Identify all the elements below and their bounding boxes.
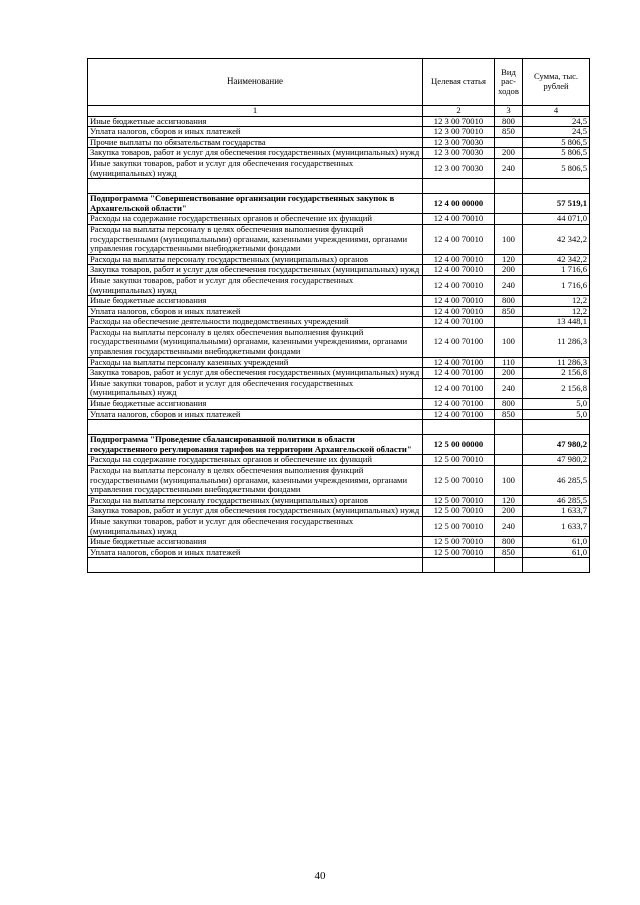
table-row: [88, 296, 590, 307]
row-name: Уплата налогов, сборов и иных платежей: [88, 127, 423, 138]
row-target-article: 12 4 00 70010: [423, 275, 495, 295]
header-target-article: Целевая статья: [423, 59, 495, 106]
subprogram-row: [88, 435, 590, 455]
row-target-article: 12 5 00 70010: [423, 495, 495, 506]
row-target-article: 12 4 00 70010: [423, 224, 495, 254]
document-page: [87, 58, 589, 573]
table-row: [88, 455, 590, 466]
row-sum: 24,5: [523, 116, 590, 127]
row-expense-type: 800: [495, 537, 523, 548]
column-number: 4: [523, 106, 590, 117]
table-row: [88, 327, 590, 357]
row-target-article: 12 5 00 70010: [423, 466, 495, 496]
row-name: Иные закупки товаров, работ и услуг для обеспечения государственных (муниципальных) нужд: [88, 378, 423, 398]
row-sum: 12,2: [523, 306, 590, 317]
row-expense-type: 110: [495, 357, 523, 368]
subprogram-row: [88, 194, 590, 214]
empty-cell: [423, 558, 495, 573]
row-target-article: 12 3 00 70010: [423, 127, 495, 138]
row-name: Расходы на выплаты персоналу в целях обеспечения выполнения функций государственными (муниципальными) органами, казенными учреждениями, органами управления государственными внебюджетными фондами: [88, 224, 423, 254]
row-sum: 11 286,3: [523, 357, 590, 368]
empty-cell: [523, 179, 590, 194]
row-expense-type: 240: [495, 158, 523, 178]
empty-cell: [523, 420, 590, 435]
table-row: [88, 495, 590, 506]
row-sum: 44 071,0: [523, 214, 590, 225]
table-header-row: [88, 59, 590, 106]
row-name: Уплата налогов, сборов и иных платежей: [88, 306, 423, 317]
page-number: 40: [314, 870, 326, 882]
row-sum: 2 156,8: [523, 378, 590, 398]
row-target-article: 12 4 00 70100: [423, 357, 495, 368]
row-name: Иные бюджетные ассигнования: [88, 296, 423, 307]
table-row: [88, 265, 590, 276]
row-target-article: 12 4 00 70010: [423, 296, 495, 307]
row-target-article: 12 5 00 70010: [423, 547, 495, 558]
row-target-article: 12 5 00 70010: [423, 516, 495, 536]
table-row: [88, 214, 590, 225]
empty-cell: [88, 179, 423, 194]
table-row: [88, 506, 590, 517]
table-row: [88, 466, 590, 496]
row-sum: 42 342,2: [523, 254, 590, 265]
row-name: Расходы на выплаты персоналу в целях обеспечения выполнения функций государственными (муниципальными) органами, казенными учреждениями, органами управления государственными внебюджетными фондами: [88, 466, 423, 496]
row-name: Иные бюджетные ассигнования: [88, 537, 423, 548]
row-expense-type: 240: [495, 275, 523, 295]
table-row: [88, 399, 590, 410]
empty-cell: [495, 420, 523, 435]
row-name: Расходы на содержание государственных органов и обеспечение их функций: [88, 214, 423, 225]
table-row: [88, 537, 590, 548]
row-name: Иные бюджетные ассигнования: [88, 116, 423, 127]
row-expense-type: [495, 137, 523, 148]
table-row: [88, 409, 590, 420]
row-target-article: 12 5 00 70010: [423, 455, 495, 466]
row-expense-type: 850: [495, 306, 523, 317]
header-sum: Сумма, тыс. рублей: [523, 59, 590, 106]
row-sum: 61,0: [523, 537, 590, 548]
row-expense-type: 200: [495, 265, 523, 276]
row-target-article: 12 4 00 70010: [423, 214, 495, 225]
row-expense-type: [495, 317, 523, 328]
table-row: [88, 224, 590, 254]
row-sum: 1 716,6: [523, 275, 590, 295]
row-name: Уплата налогов, сборов и иных платежей: [88, 547, 423, 558]
row-name: Закупка товаров, работ и услуг для обеспечения государственных (муниципальных) нужд: [88, 265, 423, 276]
row-expense-type: [495, 194, 523, 214]
row-sum: 42 342,2: [523, 224, 590, 254]
row-name: Расходы на выплаты персоналу в целях обеспечения выполнения функций государственными (муниципальными) органами, казенными учреждениями, органами управления государственными внебюджетными фондами: [88, 327, 423, 357]
spacer-row: [88, 179, 590, 194]
row-sum: 2 156,8: [523, 368, 590, 379]
table-row: [88, 127, 590, 138]
table-row: [88, 368, 590, 379]
table-row: [88, 378, 590, 398]
row-expense-type: 850: [495, 547, 523, 558]
row-name: Иные закупки товаров, работ и услуг для обеспечения государственных (муниципальных) нужд: [88, 275, 423, 295]
row-name: Расходы на выплаты персоналу государственных (муниципальных) органов: [88, 254, 423, 265]
row-name: Закупка товаров, работ и услуг для обеспечения государственных (муниципальных) нужд: [88, 368, 423, 379]
row-target-article: 12 3 00 70030: [423, 137, 495, 148]
row-name: Иные закупки товаров, работ и услуг для обеспечения государственных (муниципальных) нужд: [88, 516, 423, 536]
header-expense-type: Вид рас-ходов: [495, 59, 523, 106]
column-number: 2: [423, 106, 495, 117]
row-expense-type: 120: [495, 254, 523, 265]
table-row: [88, 116, 590, 127]
row-target-article: 12 3 00 70030: [423, 148, 495, 159]
row-expense-type: 800: [495, 116, 523, 127]
row-expense-type: 240: [495, 516, 523, 536]
table-row: [88, 137, 590, 148]
row-expense-type: 800: [495, 399, 523, 410]
header-name: Наименование: [88, 59, 423, 106]
row-sum: 5 806,5: [523, 148, 590, 159]
table-row: [88, 148, 590, 159]
table-body: [88, 116, 590, 573]
row-name: Закупка товаров, работ и услуг для обеспечения государственных (муниципальных) нужд: [88, 148, 423, 159]
row-sum: 61,0: [523, 547, 590, 558]
row-name: Подпрограмма "Совершенствование организации государственных закупок в Архангельской области": [88, 194, 423, 214]
row-sum: 1 633,7: [523, 506, 590, 517]
row-sum: 24,5: [523, 127, 590, 138]
row-expense-type: 100: [495, 466, 523, 496]
table-row: [88, 254, 590, 265]
row-name: Подпрограмма "Проведение сбалансированной политики в области государственного регулирования тарифов на территории Архангельской области": [88, 435, 423, 455]
empty-cell: [495, 558, 523, 573]
row-sum: 57 519,1: [523, 194, 590, 214]
empty-cell: [495, 179, 523, 194]
row-sum: 1 716,6: [523, 265, 590, 276]
row-expense-type: 100: [495, 327, 523, 357]
row-expense-type: 200: [495, 148, 523, 159]
budget-table: [87, 58, 590, 573]
table-row: [88, 275, 590, 295]
row-expense-type: 120: [495, 495, 523, 506]
row-expense-type: 100: [495, 224, 523, 254]
row-sum: 47 980,2: [523, 455, 590, 466]
row-sum: 5,0: [523, 399, 590, 410]
row-target-article: 12 4 00 70010: [423, 254, 495, 265]
row-expense-type: 800: [495, 296, 523, 307]
row-sum: 5 806,5: [523, 137, 590, 148]
row-target-article: 12 4 00 70100: [423, 399, 495, 410]
row-target-article: 12 4 00 70100: [423, 317, 495, 328]
table-row: [88, 158, 590, 178]
table-row: [88, 516, 590, 536]
row-target-article: 12 4 00 70100: [423, 409, 495, 420]
row-expense-type: [495, 214, 523, 225]
row-name: Расходы на содержание государственных органов и обеспечение их функций: [88, 455, 423, 466]
row-sum: 46 285,5: [523, 495, 590, 506]
row-expense-type: 200: [495, 506, 523, 517]
row-name: Прочие выплаты по обязательствам государства: [88, 137, 423, 148]
row-expense-type: [495, 455, 523, 466]
table-row: [88, 357, 590, 368]
row-name: Расходы на обеспечение деятельности подведомственных учреждений: [88, 317, 423, 328]
row-target-article: 12 4 00 70100: [423, 327, 495, 357]
row-name: Уплата налогов, сборов и иных платежей: [88, 409, 423, 420]
row-sum: 5,0: [523, 409, 590, 420]
row-expense-type: 850: [495, 127, 523, 138]
row-target-article: 12 4 00 70100: [423, 378, 495, 398]
table-row: [88, 306, 590, 317]
row-expense-type: [495, 435, 523, 455]
column-number: 1: [88, 106, 423, 117]
empty-cell: [88, 420, 423, 435]
row-expense-type: 240: [495, 378, 523, 398]
row-expense-type: 850: [495, 409, 523, 420]
row-name: Расходы на выплаты персоналу казенных учреждений: [88, 357, 423, 368]
row-sum: 12,2: [523, 296, 590, 307]
row-sum: 13 448,1: [523, 317, 590, 328]
row-target-article: 12 4 00 70010: [423, 306, 495, 317]
spacer-row: [88, 420, 590, 435]
column-number: 3: [495, 106, 523, 117]
row-target-article: 12 4 00 70010: [423, 265, 495, 276]
row-sum: 46 285,5: [523, 466, 590, 496]
empty-cell: [88, 558, 423, 573]
column-numbers-row: [88, 106, 590, 117]
row-name: Расходы на выплаты персоналу государственных (муниципальных) органов: [88, 495, 423, 506]
row-target-article: 12 4 00 70100: [423, 368, 495, 379]
empty-cell: [423, 179, 495, 194]
row-sum: 11 286,3: [523, 327, 590, 357]
row-sum: 1 633,7: [523, 516, 590, 536]
table-row: [88, 547, 590, 558]
row-target-article: 12 5 00 70010: [423, 537, 495, 548]
row-expense-type: 200: [495, 368, 523, 379]
table-row: [88, 317, 590, 328]
row-name: Иные бюджетные ассигнования: [88, 399, 423, 410]
row-target-article: 12 3 00 70030: [423, 158, 495, 178]
row-sum: 47 980,2: [523, 435, 590, 455]
row-target-article: 12 4 00 00000: [423, 194, 495, 214]
row-name: Иные закупки товаров, работ и услуг для обеспечения государственных (муниципальных) нужд: [88, 158, 423, 178]
empty-cell: [423, 420, 495, 435]
row-target-article: 12 3 00 70010: [423, 116, 495, 127]
row-target-article: 12 5 00 00000: [423, 435, 495, 455]
row-sum: 5 806,5: [523, 158, 590, 178]
row-name: Закупка товаров, работ и услуг для обеспечения государственных (муниципальных) нужд: [88, 506, 423, 517]
spacer-row: [88, 558, 590, 573]
row-target-article: 12 5 00 70010: [423, 506, 495, 517]
empty-cell: [523, 558, 590, 573]
